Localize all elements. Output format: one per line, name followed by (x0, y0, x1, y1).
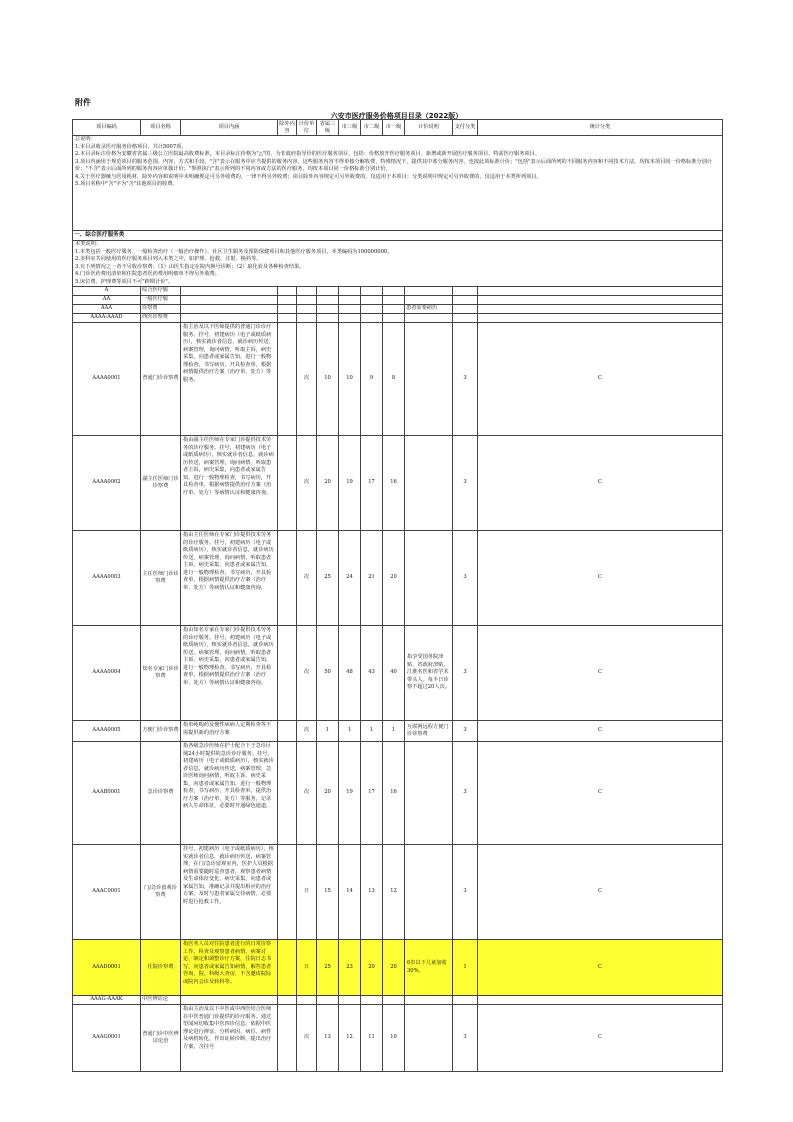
item-payment-class: 1 (453, 940, 478, 996)
item-payment-class: 3 (453, 323, 478, 436)
item-code: AAAC0001 (73, 845, 141, 940)
category-remark (405, 996, 453, 1005)
empty-cell (339, 305, 361, 314)
item-pricing-note (405, 531, 453, 626)
empty-cell (278, 305, 297, 314)
category-remark (405, 296, 453, 305)
item-unit: 次 (297, 1005, 317, 1072)
header-city-tertiary: 市三级 (339, 120, 361, 136)
category-remark (405, 287, 453, 296)
empty-cell (181, 296, 278, 305)
item-row (73, 845, 723, 940)
category-row (73, 296, 723, 305)
section-notes-row (73, 241, 723, 287)
item-unit: 次 (297, 323, 317, 436)
category-row (73, 314, 723, 323)
item-statistics-class: C (478, 940, 723, 996)
item-name: 副主任医师门诊诊察费 (141, 436, 181, 531)
empty-cell (278, 314, 297, 323)
item-pricing-note: 6岁以下儿童加收30%。 (405, 940, 453, 996)
price-city-primary: 12 (383, 845, 405, 940)
document-title: 六安市医疗服务价格项目目录（2022版） (330, 112, 463, 120)
note-line: 1.本目录收录医疗服务价格项目，共计5007项。 (75, 143, 187, 150)
category-code: AAAA-AAAD (73, 314, 141, 323)
price-city-tertiary: 10 (339, 323, 361, 436)
price-provincial-tertiary: 25 (317, 531, 339, 626)
header-excluded: 除外内容 (279, 121, 295, 134)
category-name: 综合医疗服 (141, 287, 181, 296)
item-unit: 次 (297, 721, 317, 742)
item-pricing-note (405, 436, 453, 531)
price-catalog-table (72, 119, 723, 1072)
price-city-secondary: 17 (361, 436, 383, 531)
item-code: AAAD0001 (73, 940, 141, 996)
empty-cell (317, 996, 339, 1005)
price-city-secondary: 1 (361, 721, 383, 742)
category-row (73, 305, 723, 314)
item-content: 指主治及以下医师提供的普通门诊诊疗服务。挂号，初建病历（电子或纸质病历），核实就诊者信息，就诊病历传送，病案管理，询问病情，听取主诉，病史采集，向患者或家属告知，进行一般物理检查，书写病历，开具检查单，根据病情提供治疗方案（治疗单、处方）等服务。 (181, 323, 278, 436)
empty-cell (453, 305, 478, 314)
empty-cell (181, 305, 278, 314)
item-unit: 次 (297, 742, 317, 845)
item-statistics-class: C (478, 721, 723, 742)
price-provincial-tertiary: 25 (317, 940, 339, 996)
item-excluded (278, 940, 297, 996)
note-line: 5.床位费、护理费等项目不可"跨期计价"。 (75, 278, 173, 285)
item-content: 指各级急诊医师在护士配合下于急诊区域24小时提供的急诊诊疗服务。挂号，初建病历（电子或纸质病历），核实就诊者信息，就诊病历传送，病案管理，急诊医师询问病情，听取主诉，病史采集，向患者或家属告知，进行一般物理检查，书写病历，开具检查单，提供治疗方案（治疗单、处方）等服务，记录病人生命体征，必要时开通绿色通道。 (181, 742, 278, 845)
empty-cell (181, 314, 278, 323)
item-pricing-note (405, 742, 453, 845)
empty-cell (297, 996, 317, 1005)
empty-cell (317, 287, 339, 296)
item-content: 指医务人员对住院患者进行的日常诊察工作。检查及观察患者病情，病案讨论，制定和调整诊疗方案，住院日志书写，向患者或家属告知病情，解答患者咨询，院、科级大查房，不含邀请院际或院内会诊及转科等。 (181, 940, 278, 996)
item-row (73, 626, 723, 721)
item-name: 急诊诊察费 (141, 742, 181, 845)
item-pricing-note: 指享受国务院津贴、省政府津贴、江淮名医和省学术带头人。每半日诊察不超过20人次。 (405, 626, 453, 721)
price-city-secondary: 43 (361, 626, 383, 721)
empty-cell (361, 296, 383, 305)
item-unit: 次 (297, 436, 317, 531)
price-provincial-tertiary: 10 (317, 323, 339, 436)
price-city-primary: 1 (383, 721, 405, 742)
empty-cell (317, 305, 339, 314)
price-city-secondary: 11 (361, 1005, 383, 1072)
price-city-primary: 8 (383, 323, 405, 436)
item-unit: 日 (297, 845, 317, 940)
item-code: AAAA0004 (73, 626, 141, 721)
price-provincial-tertiary: 13 (317, 1005, 339, 1072)
header-code: 项目编码 (73, 120, 141, 136)
empty-cell (361, 314, 383, 323)
header-provincial-tertiary: 省属三级 (317, 120, 339, 136)
price-city-tertiary: 23 (339, 940, 361, 996)
item-row (73, 742, 723, 845)
price-city-secondary: 9 (361, 323, 383, 436)
empty-cell (297, 314, 317, 323)
header-row (73, 120, 723, 136)
header-unit: 计价单位 (297, 120, 317, 136)
price-provincial-tertiary: 15 (317, 845, 339, 940)
header-content: 项目内涵 (181, 120, 278, 136)
item-content: 指由知名专家在专家门诊提供技术劳务的诊疗服务。挂号，初建病历（电子或纸质病历），核实就诊者信息，就诊病历传送，病案管理，询问病情，听取患者主诉，病史采集，向患者或家属告知，进行一般物理检查，书写病历，开具检查单，根据病情提供治疗方案（治疗单、处方）等病情认证和健康咨询。 (181, 626, 278, 721)
note-line: 1.本类包括一般医疗服务、一般检查治疗（一般治疗操作）、社区卫生服务及预防保健项目和其他医疗服务项目，本类编码为100000000。 (75, 248, 393, 255)
price-provincial-tertiary: 20 (317, 436, 339, 531)
price-city-secondary: 17 (361, 742, 383, 845)
item-excluded (278, 742, 297, 845)
category-code: AAA (73, 305, 141, 314)
item-code: AAAA0003 (73, 531, 141, 626)
header-name: 项目名称 (141, 120, 181, 136)
empty-cell (383, 996, 405, 1005)
empty-cell (339, 287, 361, 296)
note-line: 本类说明： (75, 241, 101, 247)
empty-cell (383, 296, 405, 305)
item-code: AAAB0001 (73, 742, 141, 845)
item-row (73, 1005, 723, 1072)
price-city-primary: 20 (383, 531, 405, 626)
item-row (73, 436, 723, 531)
note-line: 2.本目录标注价格为安徽省省属三级公立医院最高收费标准，本目录标注价格为"△"的，为非政府指导价的医疗服务项目，包括：价格放开医疗服务项目、新增或新开展医疗服务项目、特需医疗服务项目。 (75, 151, 541, 158)
header-city-primary: 市一级 (383, 120, 405, 136)
general-notes-row (73, 136, 723, 231)
empty-cell (361, 305, 383, 314)
empty-cell (453, 314, 478, 323)
item-excluded (278, 626, 297, 721)
item-content: 指由主治及以下中医或中西医结合医师在中医普通门诊提供的诊疗服务。通过望闻问切收集中医四诊信息，依据中医理论进行辨证，分析病因、病位、病性及病机转化，作出证候诊断，提出治疗方案。含挂号 (181, 1005, 278, 1072)
header-city-secondary: 市二级 (361, 120, 383, 136)
empty-cell (478, 996, 723, 1005)
empty-cell (383, 305, 405, 314)
item-payment-class: 3 (453, 1005, 478, 1072)
empty-cell (339, 314, 361, 323)
item-unit: 日 (297, 940, 317, 996)
empty-cell (181, 996, 278, 1005)
item-code: AAAG0001 (73, 1005, 141, 1072)
empty-cell (478, 296, 723, 305)
empty-cell (297, 287, 317, 296)
category-name: 西医诊察费 (141, 314, 181, 323)
price-city-primary: 40 (383, 626, 405, 721)
price-city-tertiary: 19 (339, 742, 361, 845)
category-code: AAAG-AAAK (73, 996, 141, 1005)
empty-cell (478, 305, 723, 314)
item-excluded (278, 436, 297, 531)
attachment-label: 附件 (75, 98, 91, 107)
item-content: 挂号，初建病历（电子或纸质病历），核实就诊者信息，就诊病历传送，病案管理，在门/急诊留观室内，医护人员根据病情需要随时巡查患者，观察患者病情及生命体征变化，病史采集，向患者或家属告知，准确记录并提出相应的治疗方案，及时与患者家属交待病情，必要时进行抢救工作。 (181, 845, 278, 940)
item-payment-class: 3 (453, 531, 478, 626)
item-payment-class: 3 (453, 845, 478, 940)
item-statistics-class: C (478, 436, 723, 531)
empty-cell (453, 287, 478, 296)
item-excluded (278, 721, 297, 742)
category-remark: 患者需要病历 (405, 305, 453, 314)
price-city-secondary: 13 (361, 845, 383, 940)
item-name: 知名专家门诊诊察费 (141, 626, 181, 721)
empty-cell (278, 287, 297, 296)
empty-cell (317, 314, 339, 323)
general-notes (73, 136, 723, 231)
section-title: 一、综合医疗服务类 (73, 231, 723, 241)
price-city-tertiary: 48 (339, 626, 361, 721)
item-name: 普通门诊诊察费 (141, 323, 181, 436)
item-payment-class: 3 (453, 742, 478, 845)
note-line: 5.项目名称中"含"字为"含"其他项目的收费。 (75, 181, 178, 188)
empty-cell (383, 314, 405, 323)
empty-cell (297, 305, 317, 314)
price-provincial-tertiary: 20 (317, 742, 339, 845)
empty-cell (478, 314, 723, 323)
category-row (73, 996, 723, 1005)
item-pricing-note (405, 1005, 453, 1072)
price-city-primary: 16 (383, 436, 405, 531)
price-provincial-tertiary: 1 (317, 721, 339, 742)
category-code: A (73, 287, 141, 296)
item-statistics-class: C (478, 845, 723, 940)
empty-cell (278, 996, 297, 1005)
price-city-tertiary: 14 (339, 845, 361, 940)
note-line: 3.项目内涵用于规范项目的服务范围、内容、方式和手段。"含"表示在服务中应当提供的服务内容，这些服务内容不得单独分解收费，特殊情况下，提供其中部分服务内容，也按此项标准计价；"包括"表示后面所列的不同服务内容和不同技术方法，均按本项目同一价格标准分别计价；"不含"表示后面所列的服务内容应单独计价；"参照执行"表示所列的不同内容或方法的医疗服务，均按本项目同一价格标准分别计价。 (75, 158, 712, 173)
item-payment-class: 3 (453, 436, 478, 531)
item-excluded (278, 1005, 297, 1072)
item-payment-class: 3 (453, 721, 478, 742)
item-pricing-note (405, 845, 453, 940)
category-code: AA (73, 296, 141, 305)
price-city-tertiary: 12 (339, 1005, 361, 1072)
item-pricing-note (405, 323, 453, 436)
item-row (73, 940, 723, 996)
item-name: 住院诊察费 (141, 940, 181, 996)
header-statistics-class: 统计分类 (478, 120, 723, 136)
item-pricing-note: 互联网远程方便门诊诊察费 (405, 721, 453, 742)
note-line: 4.门诊医药费用清单和住院患者医药费用明细单不得另外收费。 (75, 271, 221, 278)
price-provincial-tertiary: 50 (317, 626, 339, 721)
item-statistics-class: C (478, 742, 723, 845)
empty-cell (361, 287, 383, 296)
price-city-tertiary: 24 (339, 531, 361, 626)
header-pricing-note: 计价说明 (405, 120, 453, 136)
note-line: 总说明： (75, 136, 96, 142)
category-remark (405, 314, 453, 323)
item-code: AAAA0002 (73, 436, 141, 531)
empty-cell (278, 296, 297, 305)
empty-cell (383, 287, 405, 296)
item-statistics-class: C (478, 323, 723, 436)
empty-cell (339, 996, 361, 1005)
item-excluded (278, 845, 297, 940)
price-city-primary: 20 (383, 940, 405, 996)
item-code: AAAA0005 (73, 721, 141, 742)
item-statistics-class: C (478, 1005, 723, 1072)
item-row (73, 323, 723, 436)
price-city-primary: 10 (383, 1005, 405, 1072)
item-row (73, 531, 723, 626)
item-unit: 次 (297, 626, 317, 721)
item-unit: 次 (297, 531, 317, 626)
empty-cell (453, 996, 478, 1005)
item-payment-class: 3 (453, 626, 478, 721)
item-excluded (278, 531, 297, 626)
note-line: 2.多科室共同使用的医疗服务项目列入本类之中，如护理、抢救、注射、换药等。 (75, 256, 262, 263)
note-line: 3.有下列情况之一者不另收诊察费：（1）由医生指定在院内换号诊断；（2）取化验及各种检查结果。 (75, 263, 305, 270)
price-city-secondary: 20 (361, 940, 383, 996)
item-statistics-class: C (478, 531, 723, 626)
empty-cell (361, 996, 383, 1005)
category-name: 一般医疗服 (141, 296, 181, 305)
item-row (73, 721, 723, 742)
section-title-row (73, 231, 723, 241)
item-content: 指由主任医师在专家门诊提供技术劳务的诊疗服务。挂号，初建病历（电子或纸质病历），核实就诊者信息，就诊病历传送，病案管理，询问病情，听取患者主诉，病史采集，向患者或家属告知，进行一般物理检查，书写病历，开具检查单，根据病情提供治疗方案（治疗单、处方）等病情认证和健康咨询。 (181, 531, 278, 626)
category-name: 诊察费 (141, 305, 181, 314)
item-code: AAAA0001 (73, 323, 141, 436)
note-line: 4.关于医疗器械与医用耗材，除外内容和说明中未明确规定可另外收费的，一律不得另外收费；项目除外内容规定可另外收费的，仅适用于本项目；分类说明中规定可另外收费的，仅适用于本类所列项目。 (75, 173, 542, 180)
item-statistics-class: C (478, 626, 723, 721)
section-notes (73, 241, 723, 287)
empty-cell (317, 296, 339, 305)
item-name: 普通门诊中医辨证论治 (141, 1005, 181, 1072)
category-name: 中医辨证论 (141, 996, 181, 1005)
empty-cell (297, 296, 317, 305)
empty-cell (181, 287, 278, 296)
item-name: 门/急诊留观诊察费 (141, 845, 181, 940)
price-city-tertiary: 19 (339, 436, 361, 531)
price-city-primary: 16 (383, 742, 405, 845)
item-name: 主任医师门诊诊察费 (141, 531, 181, 626)
header-payment-class: 支付分类 (453, 120, 478, 136)
empty-cell (339, 296, 361, 305)
category-row (73, 287, 723, 296)
item-name: 方便门诊诊察费 (141, 721, 181, 742)
item-excluded (278, 323, 297, 436)
item-content: 指单纯购药及慢性病病人定期检查等不需提供新的治疗方案 (181, 721, 278, 742)
item-content: 指由副主任医师在专家门诊提供技术劳务的诊疗服务。挂号，初建病历（电子或纸质病历），核实就诊者信息，就诊病历传送，病案管理，询问病情，听取患者主诉，病史采集，向患者或家属告知，进行一般物理检查，书写病历，开具检查单，根据病情提供治疗方案（治疗单、处方）等病情认证和健康咨询。 (181, 436, 278, 531)
empty-cell (453, 296, 478, 305)
empty-cell (478, 287, 723, 296)
price-city-tertiary: 1 (339, 721, 361, 742)
price-city-secondary: 21 (361, 531, 383, 626)
